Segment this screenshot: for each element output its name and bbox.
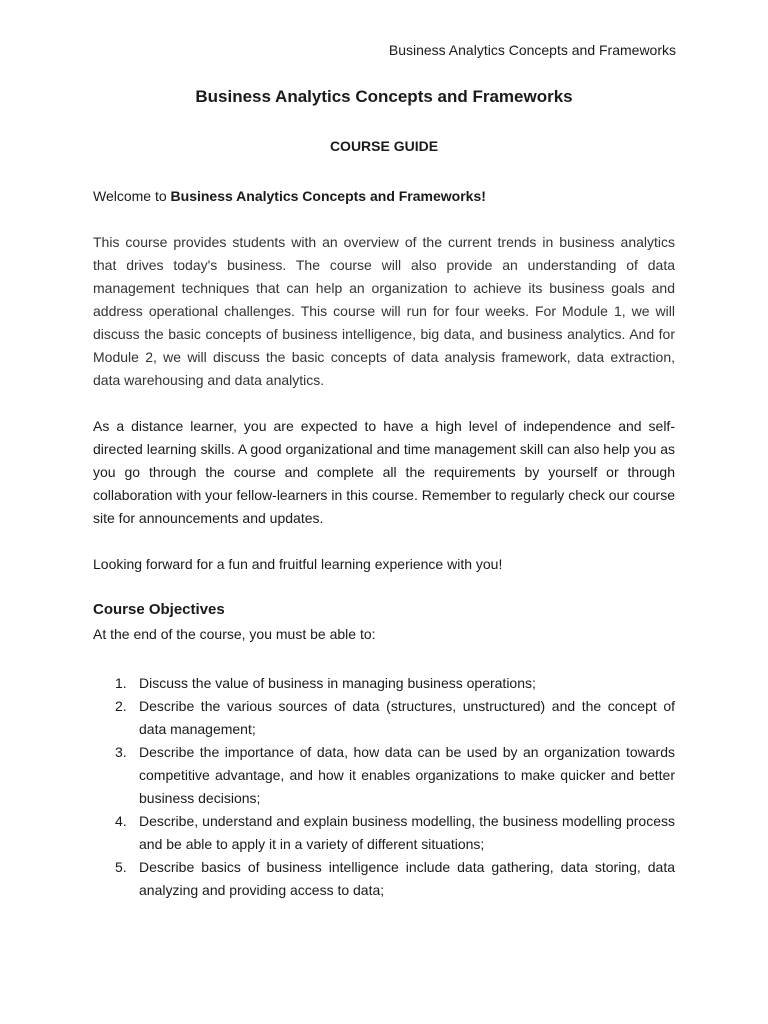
objectives-intro: At the end of the course, you must be able to: — [93, 626, 376, 642]
objectives-heading: Course Objectives — [93, 601, 225, 618]
list-item-text: Describe the various sources of data (structures, unstructured) and the concept of data management; — [139, 698, 675, 737]
list-item-number: 5. — [115, 859, 127, 875]
closing-paragraph: Looking forward for a fun and fruitful learning experience with you! — [93, 556, 503, 572]
list-item-text: Describe the importance of data, how data can be used by an organization towards competitive advantage, and how it enables organizations to make quicker and better business decisions; — [139, 744, 675, 806]
objectives-list — [93, 672, 675, 902]
list-item-text: Describe, understand and explain business modelling, the business modelling process and be able to apply it in a variety of different situations; — [139, 813, 675, 852]
list-item-number: 3. — [115, 744, 127, 760]
learner-paragraph: As a distance learner, you are expected to have a high level of independence and self-directed learning skills. A good organizational and time management skill can also help you as you go through the course and complete all the requirements by yourself or through collaboration with your fellow-learners in this course. Remember to regularly check our course site for announcements and updates. — [93, 418, 675, 526]
welcome-prefix: Welcome to — [93, 188, 171, 204]
list-item — [93, 695, 675, 741]
running-header: Business Analytics Concepts and Frameworks — [388, 42, 676, 58]
list-item — [93, 810, 675, 856]
intro-paragraph: This course provides students with an overview of the current trends in business analytics that drives today's business. The course will also provide an understanding of data management techniques that can help an organization to achieve its business goals and address operational challenges. This course will run for four weeks. For Module 1, we will discuss the basic concepts of business intelligence, big data, and business analytics. And for Module 2, we will discuss the basic concepts of data analysis framework, data extraction, data warehousing and data analytics. — [93, 234, 675, 388]
list-item-number: 4. — [115, 813, 127, 829]
welcome-line — [93, 185, 675, 208]
document-subtitle: COURSE GUIDE — [329, 138, 439, 154]
list-item-text: Describe basics of business intelligence include data gathering, data storing, data analyzing and providing access to data; — [139, 859, 675, 898]
list-item — [93, 741, 675, 810]
list-item-number: 2. — [115, 698, 127, 714]
welcome-course-name: Business Analytics Concepts and Frameworks! — [170, 188, 486, 204]
list-item-text: Discuss the value of business in managing business operations; — [139, 675, 536, 691]
list-item — [93, 672, 675, 695]
list-item — [93, 856, 675, 902]
document-title: Business Analytics Concepts and Frameworks — [195, 87, 573, 106]
list-item-number: 1. — [115, 675, 127, 691]
